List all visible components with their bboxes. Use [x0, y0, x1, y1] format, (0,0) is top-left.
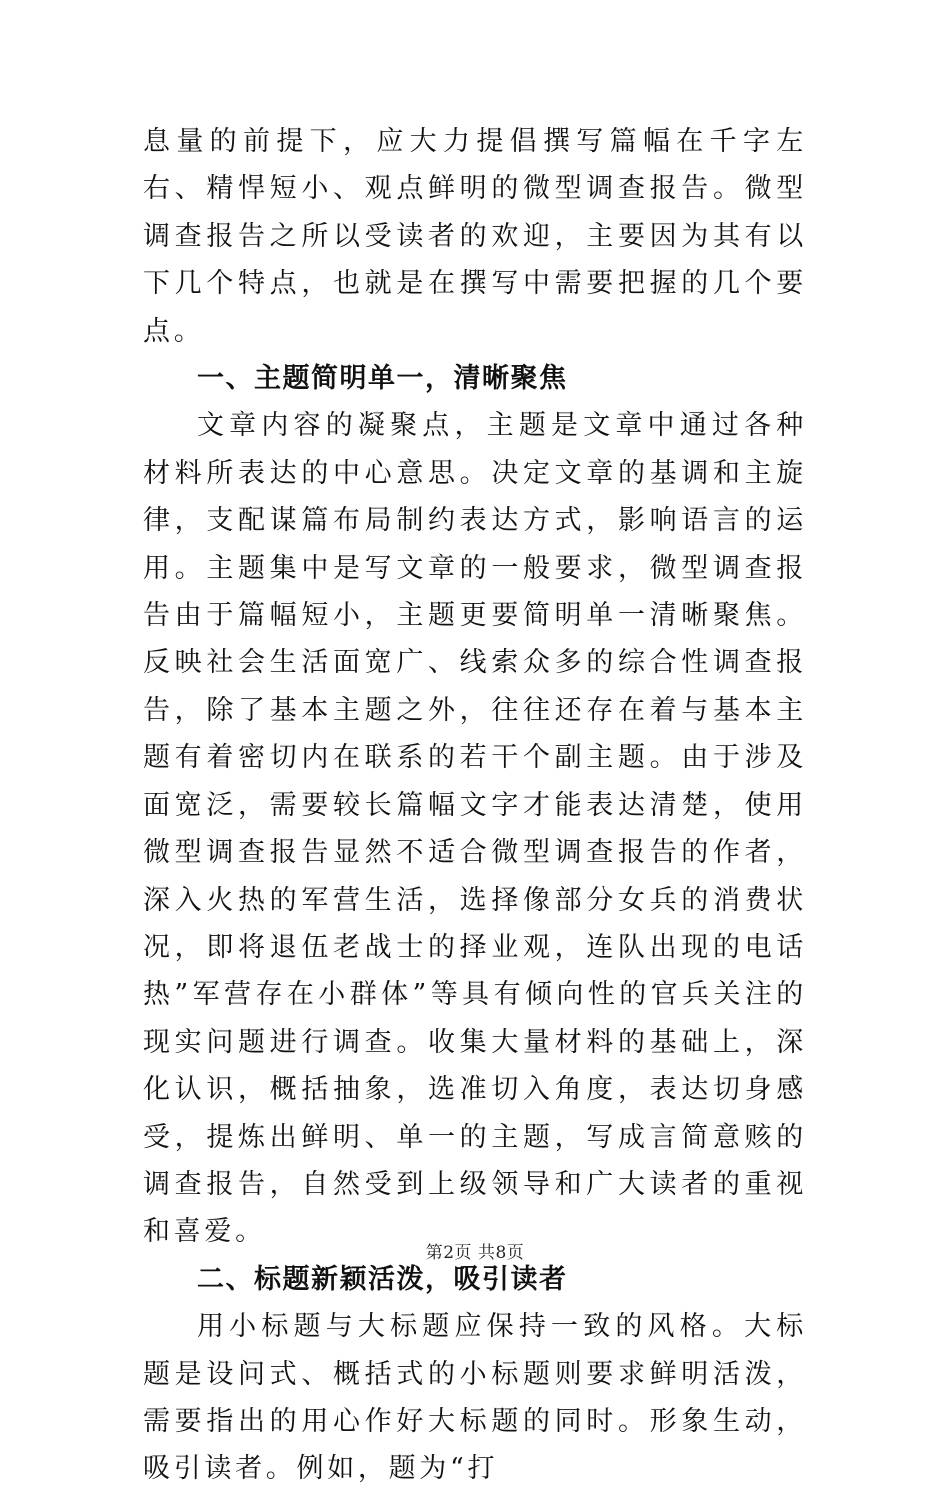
- section-heading-2: 二、标题新颖活泼，吸引读者: [197, 1263, 568, 1295]
- page-footer: 第2页 共8页: [425, 1243, 525, 1263]
- section-heading-1: 一、主题简明单一，清晰聚焦: [197, 363, 568, 395]
- document-body: [143, 118, 807, 1493]
- section-1-paragraph: 文章内容的凝聚点，主题是文章中通过各种材料所表达的中心意思。决定文章的基调和主旋律，支配谋篇布局制约表达方式，影响语言的运用。主题集中是写文章的一般要求，微型调查报告由于篇幅短小，主题更要简明单一清晰聚焦。反映社会生活面宽广、线索众多的综合性调查报告，除了基本主题之外，往往还存在着与基本主题有着密切内在联系的若干个副主题。由于涉及面宽泛，需要较长篇幅文字才能表达清楚，使用微型调查报告显然不适合微型调查报告的作者，深入火热的军营生活，选择像部分女兵的消费状况，即将退伍老战士的择业观，连队出现的电话热”军营存在小群体”等具有倾向性的官兵关注的现实问题进行调查。收集大量材料的基础上，深化认识，概括抽象，选准切入角度，表达切身感受，提炼出鲜明、单一的主题，写成言简意赅的调查报告，自然受到上级领导和广大读者的重视和喜爱。: [143, 410, 807, 1248]
- section-2-paragraph: 用小标题与大标题应保持一致的风格。大标题是设问式、概括式的小标题则要求鲜明活泼，需要指出的用心作好大标题的同时。形象生动，吸引读者。例如，题为“打: [143, 1311, 807, 1485]
- continuation-paragraph: 息量的前提下，应大力提倡撰写篇幅在千字左右、精悍短小、观点鲜明的微型调查报告。微型调查报告之所以受读者的欢迎，主要因为其有以下几个特点，也就是在撰写中需要把握的几个要点。: [143, 126, 807, 347]
